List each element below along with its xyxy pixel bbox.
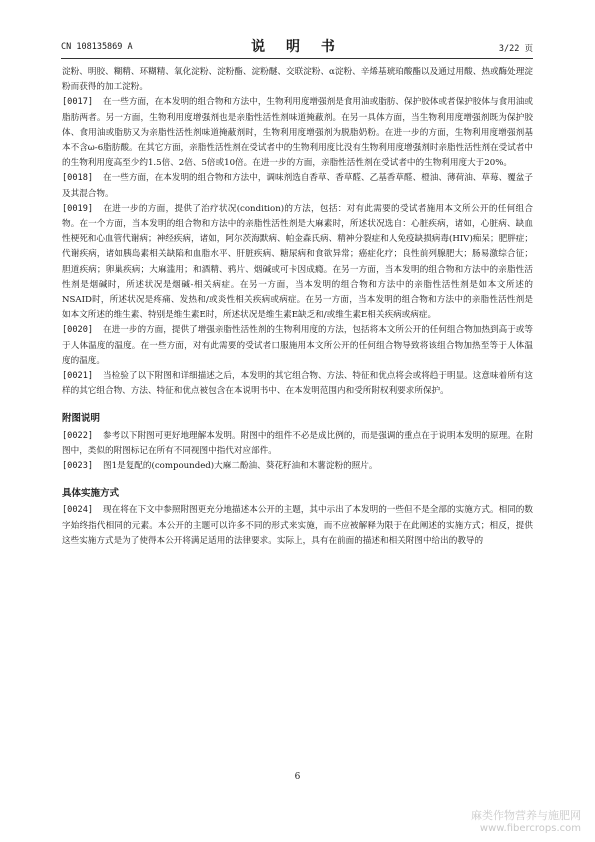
paragraph-number: [0018] — [62, 173, 94, 184]
section-title-embodiments: 具体实施方式 — [62, 488, 120, 500]
paragraph-0018 — [62, 171, 533, 201]
watermark — [471, 807, 581, 834]
paragraph-0021 — [62, 369, 533, 399]
paragraph-number: [0022] — [62, 430, 94, 441]
paragraph-text: 图1是复配的(compounded)大麻二酚油、葵花籽油和木薯淀粉的照片。 — [103, 461, 378, 472]
page-count: 3/22 页 — [498, 44, 533, 54]
paragraph-text: 现在将在下文中参照附图更充分地描述本公开的主题，其中示出了本发明的一些但不是全部的实施方式。相同的数字始终指代相同的元素。本公开的主题可以许多不同的形式来实施，而不应被解释为限于在此阐述的实施方式；相反，提供这些实施方式是为了使得本公开将满足适用的法律要求。实际上，具有在前面的描述和相关附图中给出的教导的 — [62, 505, 533, 546]
paragraph-number: [0024] — [62, 505, 94, 516]
document-body — [62, 65, 533, 549]
paragraph-0022 — [62, 429, 533, 459]
page-number: 6 — [294, 772, 301, 782]
paragraph-continuation — [62, 65, 533, 95]
paragraph-number: [0021] — [62, 371, 94, 382]
paragraph-0024 — [62, 503, 533, 549]
doc-number: CN 108135869 A — [61, 42, 133, 52]
paragraph-number: [0023] — [62, 461, 94, 472]
paragraph-text: 在进一步的方面，提供了增强亲脂性活性剂的生物利用度的方法，包括将本文所公开的任何组合物加热到高于或等于人体温度的温度。在一些方面，对有此需要的受试者口服施用本文所公开的任何组合物导致将该组合物加热至等于人体温度的温度。 — [62, 325, 533, 366]
paragraph-text: 当检验了以下附图和详细描述之后，本发明的其它组合物、方法、特征和优点将会或将趋于明显。这意味着所有这样的其它组合物、方法、特征和优点被包含在本说明书中、在本发明范围内和受所附权利要求所保护。 — [62, 371, 533, 397]
header-divider — [61, 58, 533, 59]
watermark-site-name: 麻类作物营养与施肥网 — [471, 809, 581, 822]
paragraph-text: 参考以下附图可更好地理解本发明。附图中的组件不必是成比例的，而是强调的重点在于说明本发明的原理。在附图中，类似的附图标记在所有不同视图中指代对应部件。 — [62, 430, 533, 456]
watermark-url: www.fibercrops.com — [479, 823, 581, 834]
paragraph-number: [0020] — [62, 325, 94, 336]
paragraph-0017 — [62, 95, 533, 171]
paragraph-0023 — [62, 459, 533, 474]
paragraph-number: [0019] — [62, 203, 94, 214]
section-title-drawings: 附图说明 — [62, 413, 101, 425]
paragraph-text: 在一些方面，在本发明的组合物和方法中，调味剂选自香草、香草醛、乙基香草醛、橙油、薄荷油、草莓、覆盆子及其混合物。 — [62, 173, 533, 199]
page-header — [61, 36, 533, 56]
paragraph-number: [0017] — [62, 97, 94, 108]
paragraph-text: 在一些方面，在本发明的组合物和方法中，生物利用度增强剂是食用油或脂肪、保护胶体或者保护胶体与食用油或脂肪两者。另一方面，生物利用度增强剂也是亲脂性活性剂味道掩蔽剂。在另一具体方面，当生物利用度增强剂既为保护胶体、食用油或脂肪又为亲脂性活性剂味道掩蔽剂时，生物利用度增强剂为脱脂奶粉。在进一步的方面，生物利用度增强剂基本不含ω-6脂肪酸。在其它方面，亲脂性活性剂在受试者中的生物利用度比没有生物利用度增强剂时亲脂性活性剂在受试者中的生物利用度高至少约1.5倍、2倍、5倍或10倍。在进一步的方面，亲脂性活性剂在受试者中的生物利用度大于20%。 — [62, 97, 533, 169]
paragraph-0020 — [62, 323, 533, 369]
doc-title: 说 明 书 — [251, 39, 343, 55]
paragraph-text: 在进一步的方面，提供了治疗状况(condition)的方法，包括：对有此需要的受试者施用本文所公开的任何组合物。在一个方面，当本发明的组合物和方法中的亲脂性活性剂是大麻素时，所述状况选自：心脏疾病，诸如，心脏病、缺血性梗死和心血管代谢病；神经疾病，诸如，阿尔茨海默病、帕金森氏病、精神分裂症和人免疫缺损病毒(HIV)痴呆；肥胖症；代谢疾病，诸如胰岛素相关缺陷和血脂水平、肝脏疾病、糖尿病和食欲异常；癌症化疗；良性前列腺肥大；肠易激综合征；胆道疾病；卵巢疾病；大麻滥用；和酒精、鸦片、烟碱或可卡因成瘾。在另一方面，当本发明的组合物和方法中的亲脂性活性剂是烟碱时，所述状况是烟碱-相关病症。在另一方面，当本发明的组合物和方法中的亲脂性活性剂是如本文所述的NSAID时，所述状况是疼痛、发热和/或炎性相关疾病或病症。在另一方面，当本发明的组合物和方法中的亲脂性活性剂是如本文所述的维生素、特别是维生素E时，所述状况是维生素E缺乏和/或维生素E相关疾病或病症。 — [62, 203, 533, 321]
paragraph-0019 — [62, 202, 533, 324]
paragraph-text: 淀粉、明胶、糊精、环糊精、氧化淀粉、淀粉酯、淀粉醚、交联淀粉、α淀粉、辛烯基琥珀酸酯以及通过用酸、热或酶处理淀粉而获得的加工淀粉。 — [62, 67, 533, 93]
